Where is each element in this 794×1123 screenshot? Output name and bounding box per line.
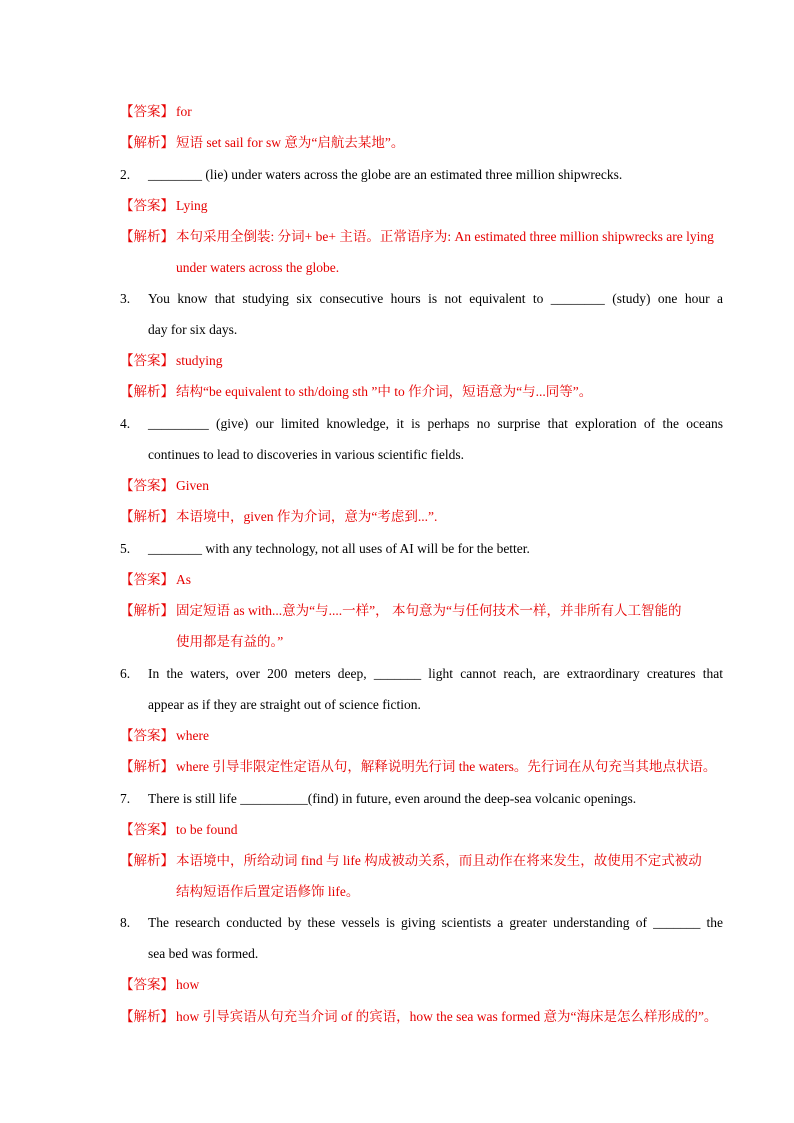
question-text: ________ with any technology, not all uses of AI will be for the better. [148, 541, 530, 556]
answer-label: 【答案】 [120, 728, 174, 743]
question-number: 2. [120, 167, 131, 182]
analysis-label: 【解析】 [120, 603, 174, 618]
analysis-text: 结构短语作后置定语修饰 life。 [176, 884, 360, 899]
question-number: 3. [120, 291, 131, 306]
question-number: 5. [120, 541, 131, 556]
analysis-label: 【解析】 [120, 509, 174, 524]
question-text: day for six days. [148, 322, 238, 337]
analysis-text: how 引导宾语从句充当介词 of 的宾语，how the sea was formed 意为“海床是怎么样形成的”。 [176, 1009, 718, 1024]
question-number: 7. [120, 791, 131, 806]
question-text: continues to lead to discoveries in various scientific fields. [148, 447, 465, 462]
question-number: 6. [120, 666, 131, 681]
analysis-text: 本语境中，given 作为介词，意为“考虑到...”. [176, 509, 438, 524]
question-text: In the waters, over 200 meters deep, _______ light cannot reach, are extraordinary creatures that [148, 666, 723, 681]
analysis-label: 【解析】 [120, 759, 174, 774]
analysis-label: 【解析】 [120, 229, 174, 244]
analysis-text: 结构“be equivalent to sth/doing sth ”中 to 作介词，短语意为“与...同等”。 [176, 384, 593, 399]
question-number: 8. [120, 915, 131, 930]
analysis-text: where 引导非限定性定语从句，解释说明先行词 the waters。先行词在从句充当其地点状语。 [176, 759, 717, 774]
answer-label: 【答案】 [120, 977, 174, 992]
answer-text: to be found [176, 822, 238, 837]
analysis-text: 使用都是有益的。” [176, 634, 284, 649]
analysis-label: 【解析】 [120, 135, 174, 150]
question-number: 4. [120, 416, 131, 431]
answer-label: 【答案】 [120, 572, 174, 587]
analysis-text: 短语 set sail for sw 意为“启航去某地”。 [176, 135, 405, 150]
analysis-label: 【解析】 [120, 1009, 174, 1024]
question-text: The research conducted by these vessels is giving scientists a greater understanding of _______ the [148, 915, 723, 930]
analysis-label: 【解析】 [120, 384, 174, 399]
question-text: sea bed was formed. [148, 946, 259, 961]
answer-text: where [176, 728, 209, 743]
analysis-text: under waters across the globe. [176, 260, 340, 275]
answer-label: 【答案】 [120, 353, 174, 368]
analysis-label: 【解析】 [120, 853, 174, 868]
answer-text: for [176, 104, 192, 119]
answer-text: Given [176, 478, 209, 493]
answer-text: how [176, 977, 200, 992]
answer-text: As [176, 572, 192, 587]
analysis-text: 固定短语 as with...意为“与....一样”， 本句意为“与任何技术一样，并非所有人工智能的 [176, 603, 682, 618]
answer-label: 【答案】 [120, 104, 174, 119]
analysis-text: 本语境中，所给动词 find 与 life 构成被动关系，而且动作在将来发生，故使用不定式被动 [176, 853, 702, 868]
answer-label: 【答案】 [120, 198, 174, 213]
answer-label: 【答案】 [120, 822, 174, 837]
question-text: There is still life __________(find) in future, even around the deep-sea volcanic openings. [148, 791, 637, 806]
analysis-text: 本句采用全倒装: 分词+ be+ 主语。正常语序为: An estimated three million shipwrecks are lying [176, 229, 714, 244]
question-text: ________ (lie) under waters across the globe are an estimated three million shipwrecks. [148, 167, 623, 182]
answer-label: 【答案】 [120, 478, 174, 493]
question-text: appear as if they are straight out of science fiction. [148, 697, 421, 712]
question-text: _________ (give) our limited knowledge, it is perhaps no surprise that exploration of the oceans [148, 416, 723, 431]
answer-text: studying [176, 353, 223, 368]
question-text: You know that studying six consecutive hours is not equivalent to ________ (study) one hour a [148, 291, 723, 306]
answer-text: Lying [176, 198, 208, 213]
